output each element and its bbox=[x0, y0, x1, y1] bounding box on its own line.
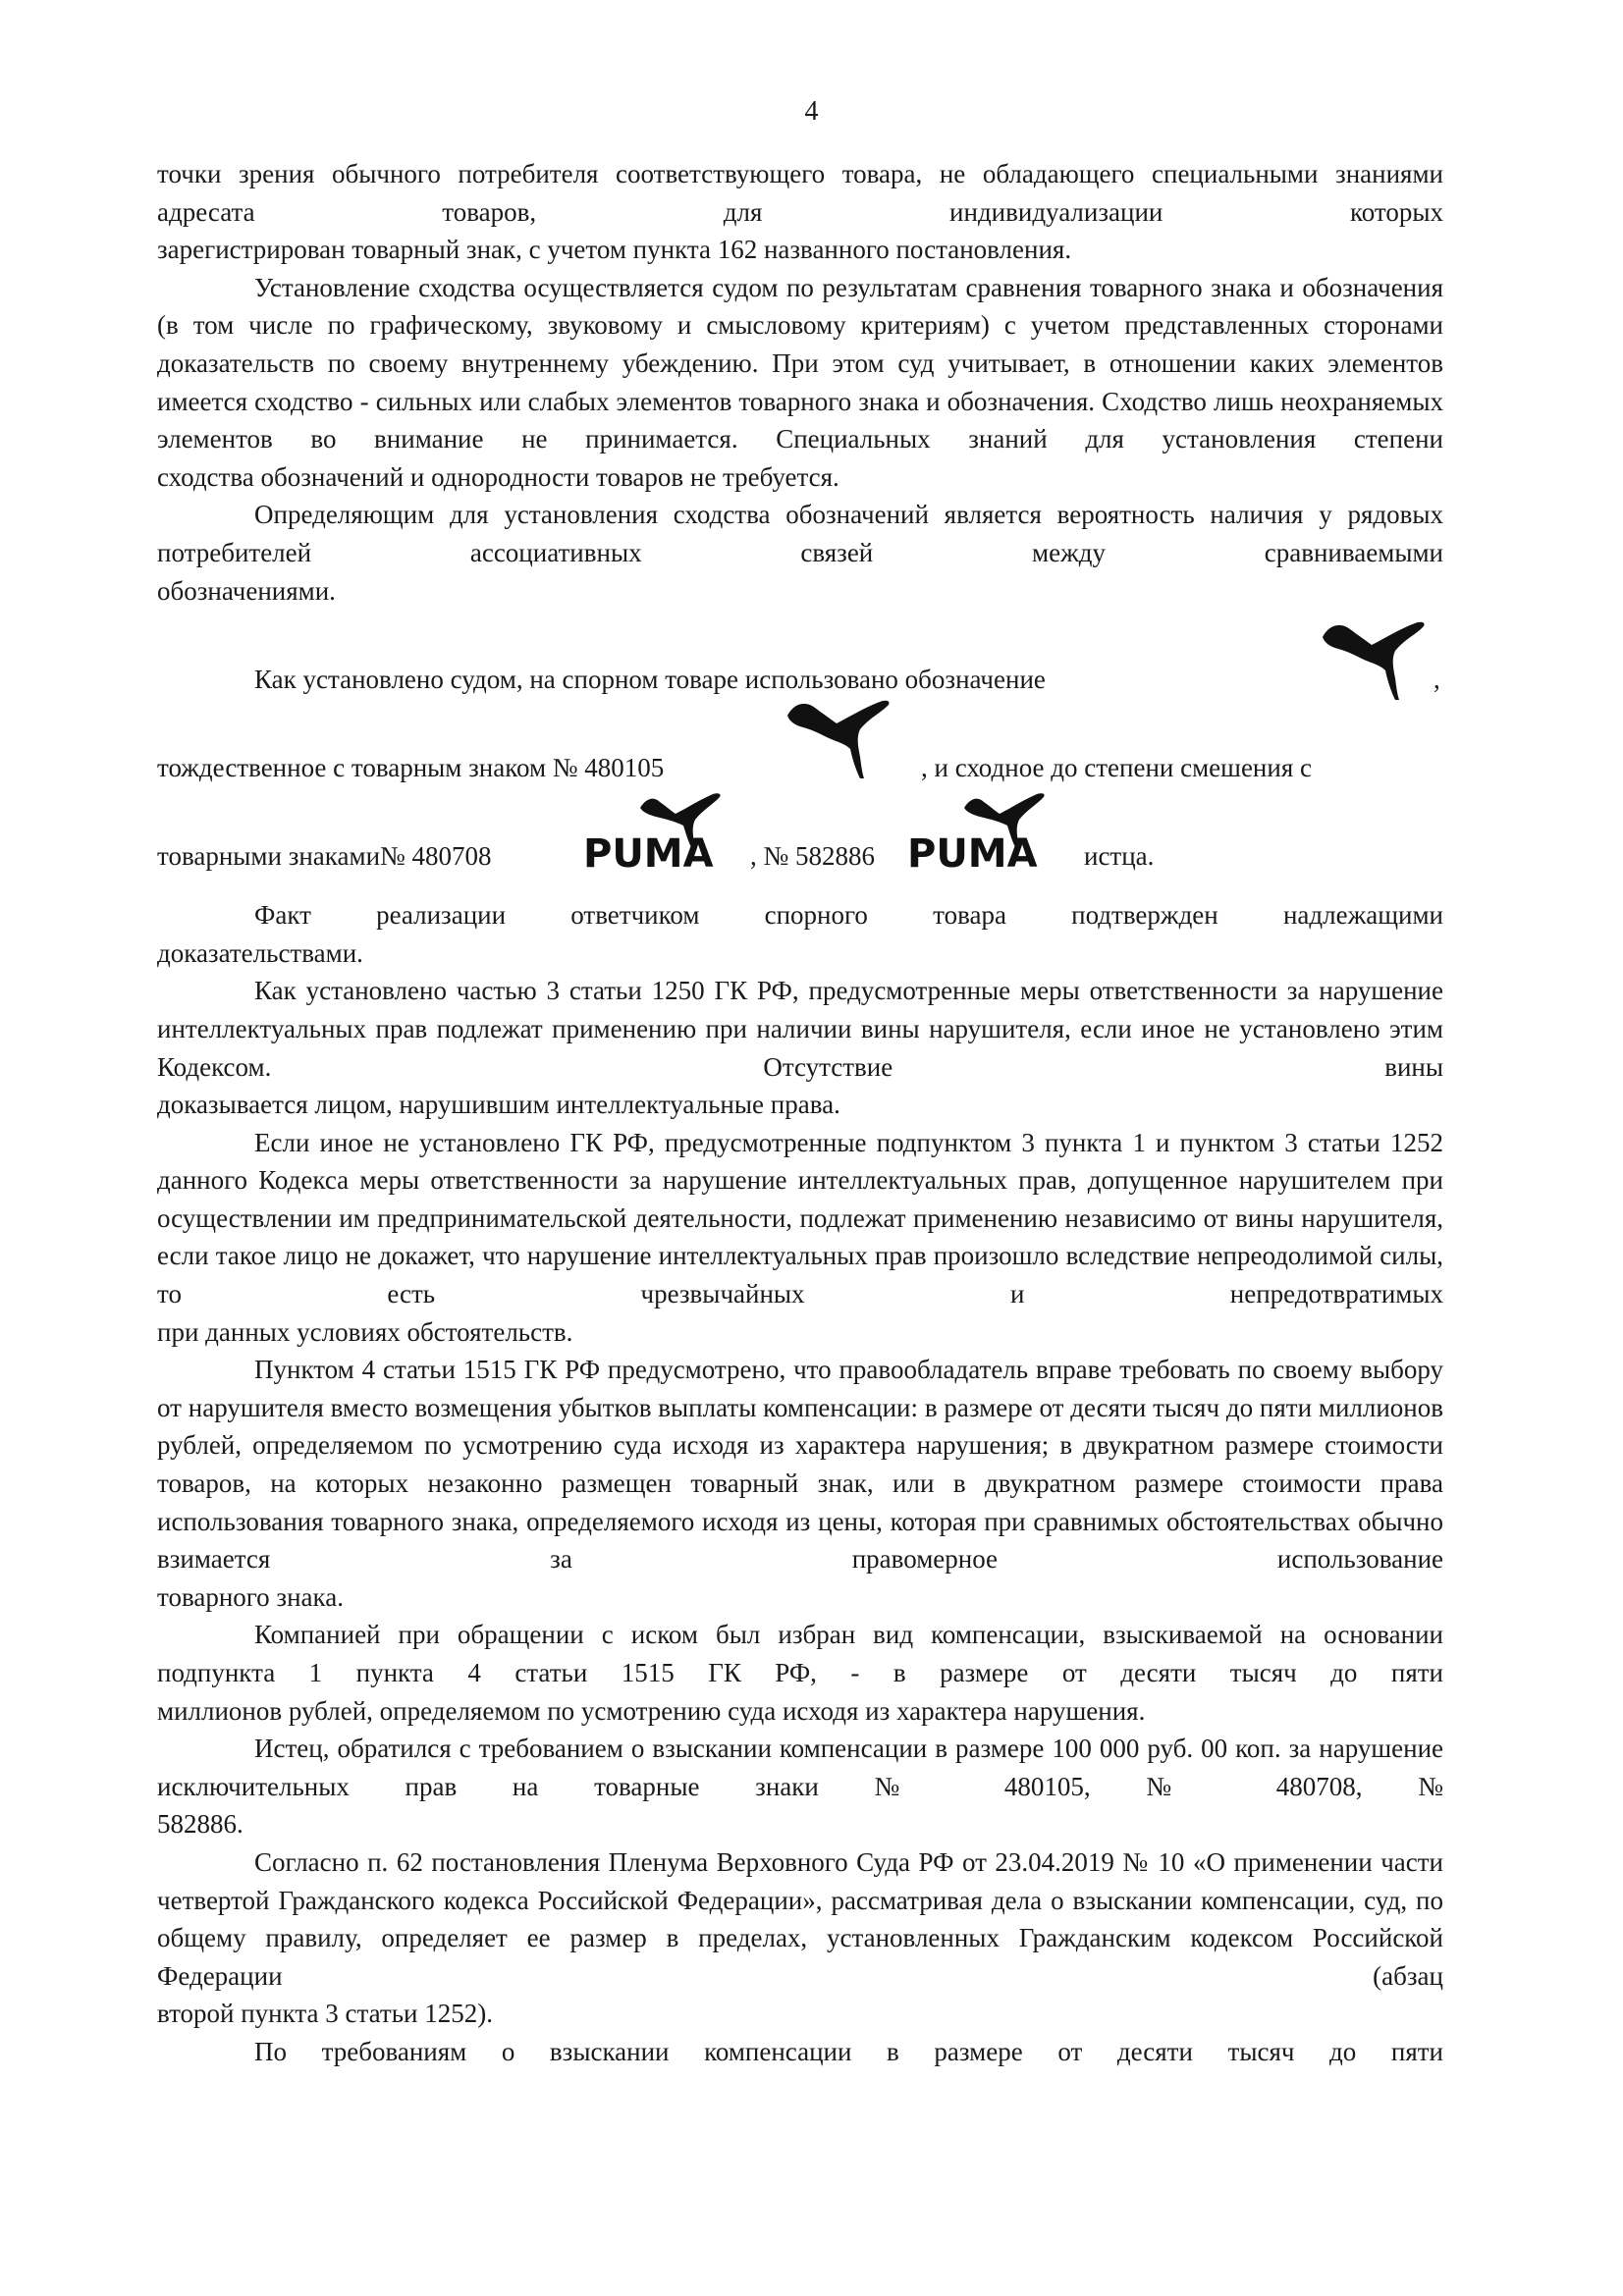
paragraph-11-end: второй пункта 3 статьи 1252). bbox=[157, 1999, 493, 2029]
paragraph-7: Если иное не установлено ГК РФ, предусмотренные подпунктом 3 пункта 1 и пунктом 3 статьи 1252 данного Кодекса меры ответственности за нарушение интеллектуальных прав, допущенное нарушителем при осуществлении им предпринимательской деятельности, подлежат применению независимо от вины нарушителя, если такое лицо не докажет, что нарушение интеллектуальных прав произошло вследствие непреодолимой силы, то есть чрезвычайных и непредотвратимых bbox=[157, 1127, 1443, 1309]
paragraph-3: Определяющим для установления сходства обозначений является вероятность наличия у рядовых потребителей ассоциативных связей между сравниваемыми bbox=[157, 500, 1443, 567]
trademark-section: Как установлено судом, на спорном товаре использовано обозначение , тождественное с товарным знаком № 480105 , и сходное до степени смешения с товарными знаками№ 480708 PUMA , № 582886 PUMA истца. bbox=[157, 610, 1443, 896]
paragraph-9: Компанией при обращении с иском был избран вид компенсации, взыскиваемой на основании подпункта 1 пункта 4 статьи 1515 ГК РФ, - в размере от десяти тысяч до пяти bbox=[157, 1620, 1443, 1687]
puma-wordmark-logo-1 bbox=[581, 786, 729, 875]
document-body bbox=[157, 155, 1443, 2071]
paragraph-1-end: зарегистрирован товарный знак, с учетом пункта 162 названного постановления. bbox=[157, 235, 1072, 265]
puma-cat-logo-2 bbox=[785, 694, 893, 778]
svg-text:PUMA: PUMA bbox=[583, 831, 714, 876]
paragraph-3-end: обозначениями. bbox=[157, 575, 336, 606]
paragraph-10-end: 582886. bbox=[157, 1809, 243, 1840]
paragraph-9-end: миллионов рублей, определяемом по усмотрению суда исходя из характера нарушения. bbox=[157, 1695, 1146, 1726]
paragraph-8: Пунктом 4 статьи 1515 ГК РФ предусмотрено, что правообладатель вправе требовать по своему выбору от нарушителя вместо возмещения убытков выплаты компенсации: в размере от десяти тысяч до пяти миллионов рублей, определяемом по усмотрению суда исходя из характера нарушения; в двукратном размере стоимости товаров, на которых незаконно размещен товарный знак, или в двукратном размере стоимости права использования товарного знака, определяемого исходя из цены, которая при сравнимых обстоятельствах обычно взимается за правомерное использование bbox=[157, 1355, 1443, 1575]
paragraph-2: Установление сходства осуществляется судом по результатам сравнения товарного знака и обозначения (в том числе по графическому, звуковому и смысловому критериям) с учетом представленных сторонами доказательств по своему внутреннему убеждению. При этом суд учитывает, в отношении каких элементов имеется сходство - сильных или слабых элементов товарного знака и обозначения. Сходство лишь неохраняемых элементов во внимание не принимается. Специальных знаний для установления степени bbox=[157, 272, 1443, 454]
paragraph-8-end: товарного знака. bbox=[157, 1581, 344, 1612]
puma-wordmark-logo-2 bbox=[905, 786, 1053, 875]
puma-cat-logo-1 bbox=[1321, 615, 1429, 700]
svg-text:PUMA: PUMA bbox=[907, 831, 1038, 876]
paragraph-5-end: доказательствами. bbox=[157, 937, 363, 968]
paragraph-11: Согласно п. 62 постановления Пленума Верховного Суда РФ от 23.04.2019 № 10 «О применении части четвертой Гражданского кодекса Российской Федерации», рассматривая дела о взыскании компенсации, суд, по общему правилу, определяет ее размер в пределах, установленных Гражданским кодексом Российской Федерации (абзац bbox=[157, 1846, 1443, 1991]
paragraph-10: Истец, обратился с требованием о взыскании компенсации в размере 100 000 руб. 00 коп. за нарушение исключительных прав на товарные знаки № 480105, № 480708, № bbox=[157, 1734, 1443, 1801]
paragraph-7-end: при данных условиях обстоятельств. bbox=[157, 1316, 573, 1347]
paragraph-5: Факт реализации ответчиком спорного товара подтвержден надлежащими bbox=[254, 900, 1443, 931]
paragraph-12: По требованиям о взыскании компенсации в размере от десяти тысяч до пяти bbox=[254, 2036, 1443, 2066]
paragraph-6-end: доказывается лицом, нарушившим интеллектуальные права. bbox=[157, 1090, 840, 1120]
paragraph-2-end: сходства обозначений и однородности товаров не требуется. bbox=[157, 461, 839, 492]
page-number: 4 bbox=[804, 96, 819, 127]
paragraph-1: точки зрения обычного потребителя соответствующего товара, не обладающего специальными знаниями адресата товаров, для индивидуализации которых bbox=[157, 159, 1443, 227]
paragraph-6: Как установлено частью 3 статьи 1250 ГК РФ, предусмотренные меры ответственности за нарушение интеллектуальных прав подлежат применению при наличии вины нарушителя, если иное не установлено этим Кодексом. Отсутствие вины bbox=[157, 976, 1443, 1082]
